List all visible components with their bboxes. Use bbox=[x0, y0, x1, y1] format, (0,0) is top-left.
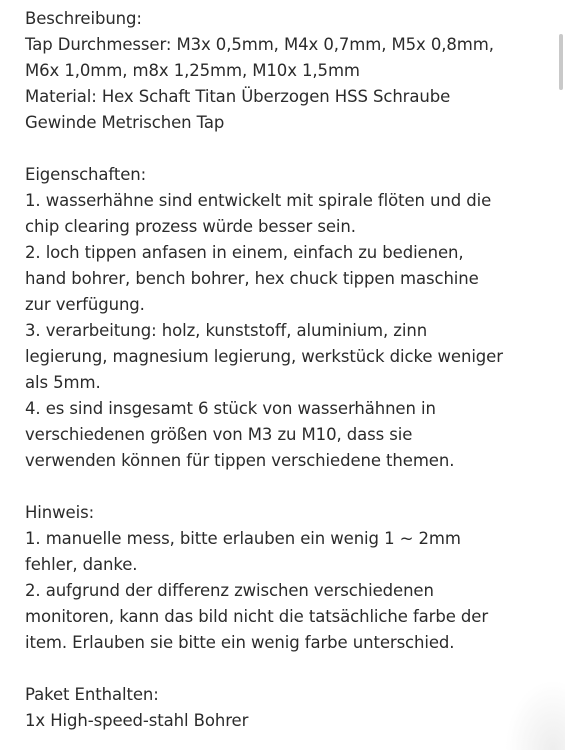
section-heading-notes: Hinweis: bbox=[25, 503, 95, 522]
properties-line: chip clearing prozess würde besser sein. bbox=[25, 217, 356, 236]
paragraph-gap bbox=[25, 136, 545, 162]
scroll-fade-overlay bbox=[505, 680, 565, 750]
package-line: 1x High-speed-stahl Bohrer bbox=[25, 711, 249, 730]
description-line: Tap Durchmesser: M3x 0,5mm, M4x 0,7mm, M5x 0,8mm, bbox=[25, 35, 494, 54]
section-heading-properties: Eigenschaften: bbox=[25, 165, 147, 184]
properties-line: als 5mm. bbox=[25, 373, 101, 392]
properties-line: verwenden können für tippen verschiedene themen. bbox=[25, 451, 455, 470]
description-line: Material: Hex Schaft Titan Überzogen HSS Schraube bbox=[25, 87, 451, 106]
section-heading-package: Paket Enthalten: bbox=[25, 685, 159, 704]
properties-line: legierung, magnesium legierung, werkstück dicke weniger bbox=[25, 347, 503, 366]
notes-line: monitoren, kann das bild nicht die tatsächliche farbe der bbox=[25, 607, 489, 626]
notes-line: 2. aufgrund der differenz zwischen verschiedenen bbox=[25, 581, 434, 600]
properties-line: hand bohrer, bench bohrer, hex chuck tippen maschine bbox=[25, 269, 479, 288]
properties-line: 4. es sind insgesamt 6 stück von wasserhähnen in bbox=[25, 399, 436, 418]
properties-line: 3. verarbeitung: holz, kunststoff, aluminium, zinn bbox=[25, 321, 428, 340]
paragraph-gap bbox=[25, 474, 545, 500]
notes-line: item. Erlauben sie bitte ein wenig farbe unterschied. bbox=[25, 633, 455, 652]
notes-line: fehler, danke. bbox=[25, 555, 138, 574]
notes-line: 1. manuelle mess, bitte erlauben ein wenig 1 ~ 2mm bbox=[25, 529, 461, 548]
section-heading-description: Beschreibung: bbox=[25, 9, 142, 28]
description-line: Gewinde Metrischen Tap bbox=[25, 113, 225, 132]
description-line: M6x 1,0mm, m8x 1,25mm, M10x 1,5mm bbox=[25, 61, 360, 80]
paragraph-gap bbox=[25, 656, 545, 682]
properties-line: zur verfügung. bbox=[25, 295, 145, 314]
product-description-text bbox=[25, 6, 545, 734]
properties-line: 1. wasserhähne sind entwickelt mit spirale flöten und die bbox=[25, 191, 492, 210]
scrollbar-thumb[interactable] bbox=[559, 34, 563, 90]
properties-line: 2. loch tippen anfasen in einem, einfach zu bedienen, bbox=[25, 243, 464, 262]
properties-line: verschiedenen größen von M3 zu M10, dass sie bbox=[25, 425, 413, 444]
vertical-scrollbar[interactable] bbox=[554, 0, 568, 750]
